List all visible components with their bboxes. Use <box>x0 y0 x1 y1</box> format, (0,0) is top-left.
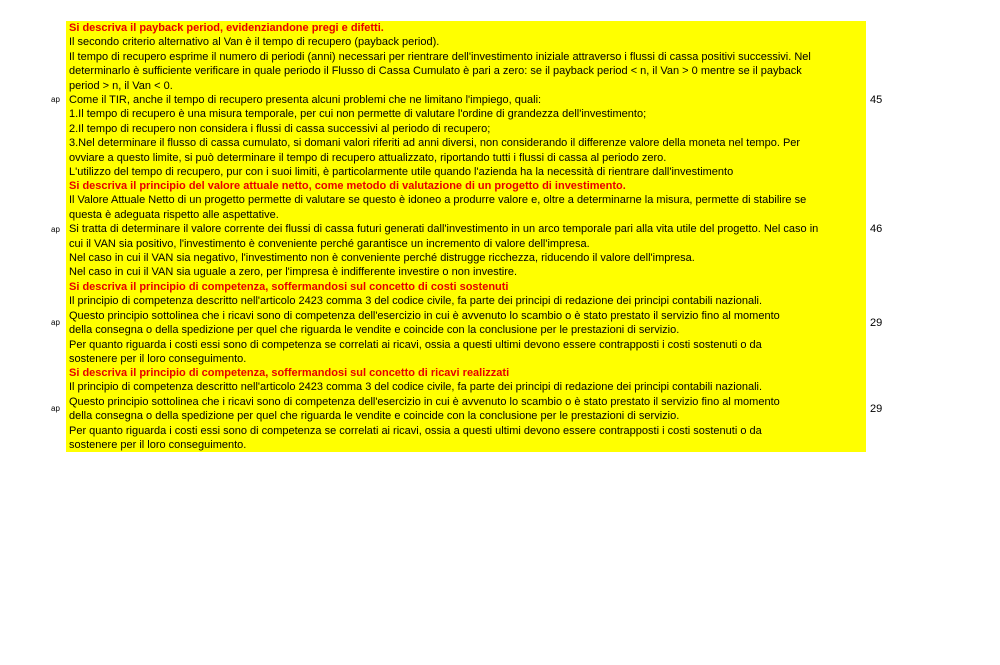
row-number: 29 <box>870 403 883 415</box>
row-number: 45 <box>870 94 883 106</box>
answer-line: Nel caso in cui il VAN sia negativo, l'investimento non è conveniente perché distrugge ricchezza, riducendo il valore dell'impresa. <box>69 252 695 265</box>
answer-line: Si tratta di determinare il valore corrente dei flussi di cassa futuri generati dall'investimento in un arco temporale pari alla vita utile del progetto. Nel caso in <box>69 223 819 236</box>
answer-line: Il principio di competenza descritto nell'articolo 2423 comma 3 del codice civile, fa parte dei principi di redazione dei principi contabili nazionali. <box>69 381 763 394</box>
row-number: 46 <box>870 223 883 235</box>
answer-line: L'utilizzo del tempo di recupero, pur con i suoi limiti, è particolarmente utile quando l'azienda ha la necessità di rientrare dall'investimento <box>69 166 734 179</box>
answer-line: Il principio di competenza descritto nell'articolo 2423 comma 3 del codice civile, fa parte dei principi di redazione dei principi contabili nazionali. <box>69 295 763 308</box>
answer-cell[interactable] <box>66 21 866 179</box>
answer-line: Questo principio sottolinea che i ricavi sono di competenza dell'esercizio in cui è avvenuto lo scambio o è stato prestato il servizio fino al momento <box>69 395 780 408</box>
row-tag: ap <box>51 95 60 104</box>
row-tag: ap <box>51 225 60 234</box>
answer-line: Questo principio sottolinea che i ricavi sono di competenza dell'esercizio in cui è avvenuto lo scambio o è stato prestato il servizio fino al momento <box>69 309 780 322</box>
question-text: Si descriva il principio del valore attuale netto, come metodo di valutazione di un progetto di investimento. <box>69 180 626 192</box>
row-number: 29 <box>870 317 883 329</box>
answer-line: Per quanto riguarda i costi essi sono di competenza se correlati ai ricavi, ossia a questi ultimi devono essere contrapposti i costi sostenuti o da <box>69 338 762 351</box>
row-tag: ap <box>51 404 60 413</box>
answer-line: Come il TIR, anche il tempo di recupero presenta alcuni problemi che ne limitano l'impiego, quali: <box>69 94 542 107</box>
answer-line: della consegna o della spedizione per quel che riguarda le vendite e coincide con la conclusione per le prestazioni di servizio. <box>69 324 680 337</box>
answer-line: 3.Nel determinare il flusso di cassa cumulato, si domani valori riferiti ad anni diversi, non considerando il differenze valore della moneta nel tempo. Per <box>69 137 801 150</box>
answer-line: Il tempo di recupero esprime il numero di periodi (anni) necessari per rientrare dell'investimento iniziale attraverso i flussi di cassa positivi successivi. Nel <box>69 50 811 63</box>
question-text: Si descriva il payback period, evidenziandone pregi e difetti. <box>69 22 384 34</box>
answer-line: determinarlo è sufficiente verificare in quale periodo il Flusso di Cassa Cumulato è pari a zero: se il payback period < n, il Van > 0 mentre se il payback <box>69 65 802 78</box>
answer-line: Per quanto riguarda i costi essi sono di competenza se correlati ai ricavi, ossia a questi ultimi devono essere contrapposti i costi sostenuti o da <box>69 424 762 437</box>
answer-line: 1.Il tempo di recupero è una misura temporale, per cui non permette di valutare l'ordine di grandezza dell'investimento; <box>69 108 647 121</box>
answer-line: period > n, il Van < 0. <box>69 79 173 92</box>
answer-line: sostenere per il loro conseguimento. <box>69 353 247 366</box>
answer-line: questa è adeguata rispetto alle aspettative. <box>69 208 279 221</box>
answer-line: Il secondo criterio alternativo al Van è il tempo di recupero (payback period). <box>69 36 440 49</box>
table-row <box>0 366 1000 452</box>
table-row <box>0 280 1000 366</box>
question-text: Si descriva il principio di competenza, soffermandosi sul concetto di ricavi realizzati <box>69 367 510 379</box>
question-text: Si descriva il principio di competenza, soffermandosi sul concetto di costi sostenuti <box>69 281 509 293</box>
answer-line: ovviare a questo limite, si può determinare il tempo di recupero attualizzato, riportando tutti i flussi di cassa al periodo zero. <box>69 151 667 164</box>
answer-line: 2.Il tempo di recupero non considera i flussi di cassa successivi al periodo di recupero; <box>69 122 491 135</box>
table-row <box>0 179 1000 280</box>
answer-cell[interactable] <box>66 366 866 452</box>
row-tag: ap <box>51 318 60 327</box>
answer-line: Nel caso in cui il VAN sia uguale a zero, per l'impresa è indifferente investire o non investire. <box>69 266 518 279</box>
answer-cell[interactable] <box>66 280 866 366</box>
answer-line: cui il VAN sia positivo, l'investimento è conveniente perché garantisce un incremento di valore dell'impresa. <box>69 237 590 250</box>
answer-line: sostenere per il loro conseguimento. <box>69 439 247 452</box>
answer-line: della consegna o della spedizione per quel che riguarda le vendite e coincide con la conclusione per le prestazioni di servizio. <box>69 410 680 423</box>
table-row <box>0 21 1000 179</box>
answer-line: Il Valore Attuale Netto di un progetto permette di valutare se questo è idoneo a produrre valore e, oltre a determinarne la misura, permette di stabilire se <box>69 194 807 207</box>
answer-cell[interactable] <box>66 179 866 280</box>
